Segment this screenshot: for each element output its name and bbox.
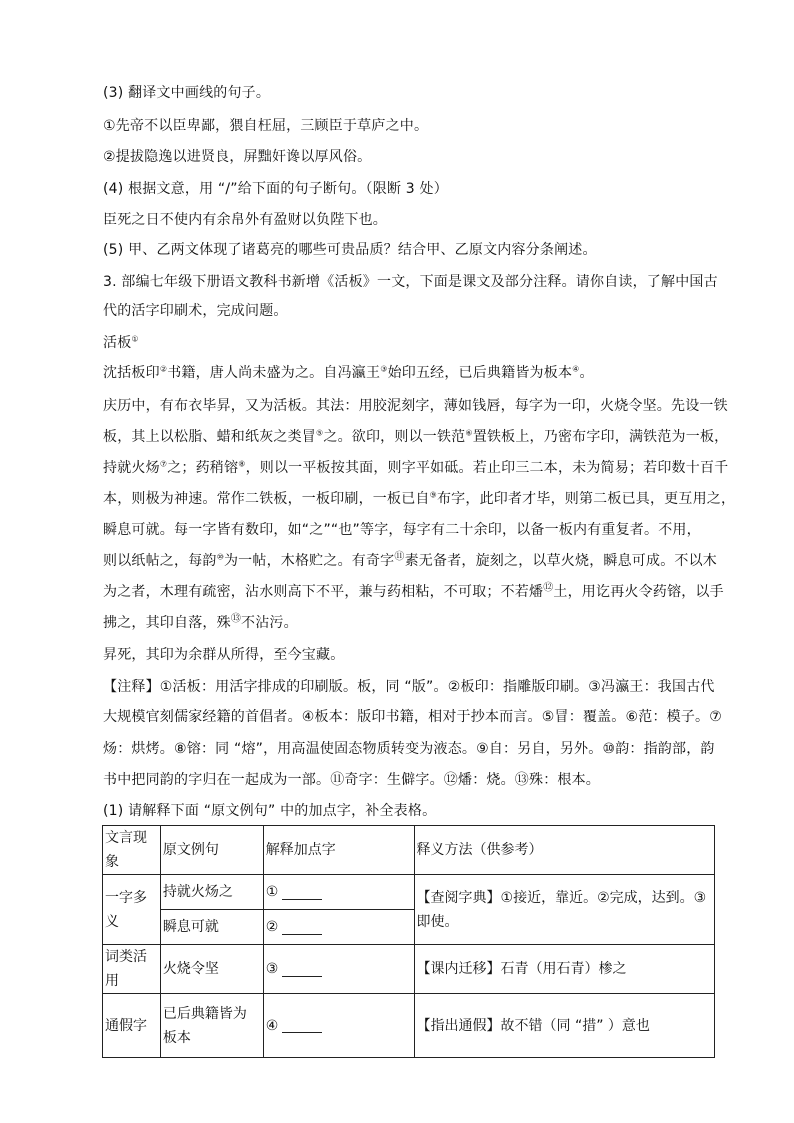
passage-p2-line1: 庆历中，有布衣毕昇，又为活板。其法：用胶泥刻字，薄如钱唇，每字为一印，火烧令坚。先设一铁 <box>103 398 728 414</box>
p2-l8-b: 不沾污。 <box>241 615 298 631</box>
p2-l3-b: 之；药稍镕 <box>167 460 239 476</box>
method-cell: 【课内迁移】石青（用石青）椮之 <box>414 945 714 994</box>
footnote-marker: ⑦ <box>159 459 168 469</box>
phenomenon-cell: 一字多义 <box>103 875 161 945</box>
footnote-marker: ② <box>159 364 168 374</box>
answer-cell[interactable] <box>263 945 414 994</box>
method-cell: 【指出通假】故不错（同 “措” ）意也 <box>414 994 714 1058</box>
answer-number: ③ <box>265 961 279 977</box>
p2-l3-a: 持就火炀 <box>103 460 160 476</box>
p2-l8-a: 拂之，其印自落，殊 <box>103 615 231 631</box>
notes-line3: 炀：烘烤。⑧镕：同 “熔”，用高温使固态物质转变为液态。⑨自：另自，另外。⑩韵：指韵部，韵 <box>103 741 715 757</box>
question-1-prompt: (1) 请解释下面 “原文例句” 中的加点字，补全表格。 <box>103 803 437 819</box>
table-row <box>103 875 715 910</box>
p2-l6-a: 则以纸帖之，每韵 <box>103 553 217 569</box>
p2-l2-b: 之。欲印，则以一铁范 <box>323 429 466 445</box>
answer-blank[interactable] <box>282 1018 322 1033</box>
footnote-marker: ⑥ <box>465 428 473 438</box>
q3b-intro-line1: 3. 部编七年级下册语文教科书新增《活板》一文，下面是课文及部分注释。请你自读，了解中国古 <box>103 274 718 290</box>
question-3-translate: (3) 翻译文中画线的句子。 <box>103 85 271 101</box>
example-cell: 已后典籍皆为板本 <box>160 994 263 1058</box>
footnote-marker: ⑨ <box>429 490 437 500</box>
sentence-2: ②提拔隐逸以进贤良，屏黜奸谗以厚风俗。 <box>103 149 372 165</box>
p1-text-b: 书籍，唐人尚未盛为之。自冯瀛王 <box>167 365 381 381</box>
method-cell: 【查阅字典】①接近，靠近。②完成，达到。③即使。 <box>414 875 714 945</box>
footnote-marker: ④ <box>572 364 580 374</box>
answer-number: ② <box>265 919 279 935</box>
p2-l2-c: 置铁板上，乃密布字印，满铁范为一板， <box>472 429 729 445</box>
p1-text-a: 沈括板印 <box>103 365 160 381</box>
passage-p2-line6 <box>103 552 723 570</box>
footnote-marker: ⑤ <box>316 428 324 438</box>
footnote-marker: ① <box>131 334 139 344</box>
passage-p2-line3 <box>103 459 729 477</box>
p2-l3-c: ，则以一平板按其面，则字平如砥。若止印三二本，未为简易；若印数十百千 <box>245 460 729 476</box>
passage-p2-line4 <box>103 490 736 508</box>
notes-line2: 大规模官刻儒家经籍的首倡者。④板本：版印书籍，相对于抄本而言。⑤冒：覆盖。⑥范：模子。⑦ <box>103 709 723 725</box>
passage-p2-line2 <box>103 428 729 446</box>
answer-blank[interactable] <box>282 920 322 935</box>
notes-line1: 【注释】①活板：用活字排成的印刷版。板，同 “版”。②板印：指雕版印刷。③冯瀛王：我国古代 <box>103 679 715 695</box>
passage-p2-line5: 瞬息可就。每一字皆有数印，如“之”“也”等字，每字有二十余印，以备一板内有重复者。不用， <box>103 522 701 538</box>
answer-cell[interactable] <box>263 994 414 1058</box>
footnote-marker: ⑬ <box>230 613 242 625</box>
example-cell: 瞬息可就 <box>160 910 263 945</box>
example-cell: 持就火炀之 <box>160 875 263 910</box>
sentence-1: ①先帝不以臣卑鄙，猥自枉屈，三顾臣于草庐之中。 <box>103 118 429 134</box>
footnote-marker: ⑧ <box>238 459 246 469</box>
answer-cell[interactable] <box>263 910 414 945</box>
phenomenon-cell: 词类活用 <box>103 945 161 994</box>
passage-title-text: 活板 <box>103 335 132 351</box>
passage-p2-line7 <box>103 583 723 601</box>
answer-blank[interactable] <box>282 962 322 977</box>
passage-p1 <box>103 364 723 382</box>
answer-number: ④ <box>265 1017 279 1034</box>
table-header: 解释加点字 <box>263 826 414 875</box>
footnote-marker: ⑫ <box>543 582 554 594</box>
passage-title <box>103 334 723 352</box>
q3b-intro-line2: 代的活字印刷术，完成问题。 <box>103 303 288 319</box>
footnote-marker: ⑩ <box>216 552 224 562</box>
p1-text-c: 始印五经，已后典籍皆为板本 <box>387 365 573 381</box>
table-header-row <box>103 826 715 875</box>
notes-line4: 书中把同韵的字归在一起成为一部。⑪奇字：生僻字。⑫燔：烧。⑬殊：根本。 <box>103 772 600 788</box>
p2-l4-b: 布字，此印者才毕，则第二板已具，更互用之， <box>436 491 736 507</box>
table-header: 文言现象 <box>103 826 161 875</box>
passage-p3: 昇死，其印为余群从所得，至今宝藏。 <box>103 647 345 663</box>
p2-l4-a: 本，则极为神速。常作二铁板，一板印刷，一板已自 <box>103 491 430 507</box>
p2-l2-a: 板，其上以松脂、蜡和纸灰之类冒 <box>103 429 316 445</box>
table-row <box>103 945 715 994</box>
passage-p2-line8 <box>103 614 723 632</box>
table-header: 原文例句 <box>160 826 263 875</box>
answer-number: ① <box>265 884 279 900</box>
p2-l7-a: 为之者，木理有疏密，沾水则高下不平，兼与药相粘，不可取；不若燔 <box>103 584 544 600</box>
question-5: (5) 甲、乙两文体现了诸葛亮的哪些可贵品质？结合甲、乙原文内容分条阐述。 <box>103 242 597 258</box>
footnote-marker: ⑪ <box>394 551 405 563</box>
phenomenon-cell: 通假字 <box>103 994 161 1058</box>
question-4-punctuate: (4) 根据文意，用 “/”给下面的句子断句。（限断 3 处） <box>103 181 448 197</box>
p2-l6-b: 为一帖，木格贮之。有奇字 <box>223 553 395 569</box>
table-header: 释义方法（供参考） <box>414 826 714 875</box>
answer-cell[interactable] <box>263 875 414 910</box>
question-4-sentence: 臣死之日不使内有余帛外有盈财以负陛下也。 <box>103 212 387 228</box>
footnote-marker: ③ <box>380 364 388 374</box>
table-row <box>103 994 715 1058</box>
answer-blank[interactable] <box>282 885 322 900</box>
example-cell: 火烧令坚 <box>160 945 263 994</box>
p1-text-d: 。 <box>579 365 594 381</box>
p2-l6-c: 素无备者，旋刻之，以草火烧，瞬息可成。不以木 <box>404 553 717 569</box>
explanation-table <box>102 825 715 1058</box>
p2-l7-b: 土，用讫再火令药镕，以手 <box>553 584 724 600</box>
